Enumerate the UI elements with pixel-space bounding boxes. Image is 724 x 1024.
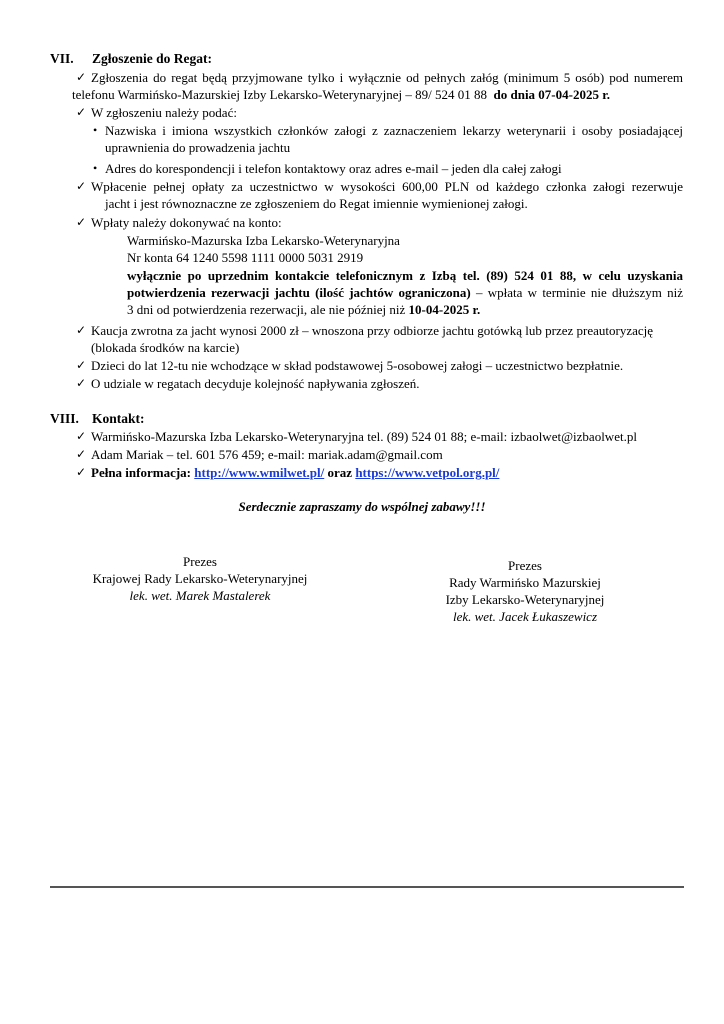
bullet-icon: • xyxy=(93,123,98,137)
text-line: uprawnienia do prowadzenia jachtu xyxy=(105,140,291,155)
text-line: Adam Mariak – tel. 601 576 459; e-mail: mariak.adam@gmail.com xyxy=(91,447,443,462)
link-wmilwet[interactable]: http://www.wmilwet.pl/ xyxy=(194,465,325,480)
text-line: jacht i jest równoznaczne ze zgłoszeniem do Regat imiennie wymienionej załogi. xyxy=(105,196,528,211)
text-line: Wpłaty należy dokonywać na konto: xyxy=(91,215,282,230)
check-icon: ✓ xyxy=(76,465,87,479)
text-line: Zgłoszenia do regat będą przyjmowane tylko i wyłącznie od pełnych załóg (minimum 5 osób) pod numerem xyxy=(91,70,683,85)
account-number: Nr konta 64 1240 5598 1111 0000 5031 2919 xyxy=(127,250,364,265)
info-label: Pełna informacja: xyxy=(91,465,195,480)
bullet-icon: • xyxy=(93,161,98,175)
section-number: VIII. xyxy=(50,411,79,426)
signature-name: lek. wet. Marek Mastalerek xyxy=(129,588,271,603)
signature-org: Krajowej Rady Lekarsko-Weterynaryjnej xyxy=(92,571,308,586)
payment-deadline: 10-04-2025 r. xyxy=(408,302,481,317)
text-line: O udziale w regatach decyduje kolejność napływania zgłoszeń. xyxy=(91,376,420,391)
text-line: potwierdzenia rezerwacji jachtu (ilość jachtów ograniczona) – wpłata w terminie nie dłuższym niż xyxy=(127,285,683,300)
text-line: 3 dni od potwierdzenia rezerwacji, ale nie później niż 10-04-2025 r. xyxy=(127,302,481,317)
text-line: Kaucja zwrotna za jacht wynosi 2000 zł – wnoszona przy odbiorze jachtu gotówką lub przez preautoryzację xyxy=(91,323,654,338)
check-icon: ✓ xyxy=(76,179,87,193)
signature-left xyxy=(70,553,330,604)
text-line: W zgłoszeniu należy podać: xyxy=(91,105,237,120)
signature-role: Prezes xyxy=(508,558,542,573)
signature-org: Rady Warmińsko Mazurskiej xyxy=(449,575,601,590)
signature-role: Prezes xyxy=(183,554,217,569)
text-line: telefonu Warmińsko-Mazurskiej Izby Lekarsko-Weterynaryjnej – 89/ 524 01 88 do dnia 07-04-2025 r. xyxy=(72,87,611,102)
check-icon: ✓ xyxy=(76,70,87,84)
deadline-date: do dnia 07-04-2025 r. xyxy=(493,87,611,102)
section-number: VII. xyxy=(50,51,74,66)
text-line: Dzieci do lat 12-tu nie wchodzące w skład podstawowej 5-osobowej załogi – uczestnictwo bezpłatnie. xyxy=(91,358,624,373)
check-icon: ✓ xyxy=(76,323,87,337)
check-icon: ✓ xyxy=(76,447,87,461)
closing-invitation: Serdecznie zapraszamy do wspólnej zabawy!!! xyxy=(238,499,486,514)
text-line: Nazwiska i imiona wszystkich członków załogi z zaznaczeniem lekarzy weterynarii i osoby posiadającej xyxy=(105,123,683,138)
section-heading-7 xyxy=(50,50,350,68)
text-line: Warmińsko-Mazurska Izba Lekarsko-Weterynaryjna tel. (89) 524 01 88; e-mail: izbaolwet@izbaolwet.pl xyxy=(91,429,637,444)
text-line: Adres do korespondencji i telefon kontaktowy oraz adres e-mail – jeden dla całej załogi xyxy=(105,161,562,176)
signature-right xyxy=(395,557,655,625)
signature-name: lek. wet. Jacek Łukaszewicz xyxy=(452,609,598,624)
check-icon: ✓ xyxy=(76,105,87,119)
check-icon: ✓ xyxy=(76,358,87,372)
text-line: (blokada środków na karcie) xyxy=(91,340,240,355)
section-heading-8 xyxy=(50,410,350,428)
check-icon: ✓ xyxy=(76,376,87,390)
signature-org: Izby Lekarsko-Weterynaryjnej xyxy=(445,592,605,607)
text-line: Wpłacenie pełnej opłaty za uczestnictwo w wysokości 600,00 PLN od każdego członka załogi rezerwuje xyxy=(91,179,683,194)
section-title: Kontakt: xyxy=(92,411,145,426)
check-icon: ✓ xyxy=(76,215,87,229)
link-vetpol[interactable]: https://www.vetpol.org.pl/ xyxy=(355,465,500,480)
text-line: wyłącznie po uprzednim kontakcie telefonicznym z Izbą tel. (89) 524 01 88, w celu uzyskania xyxy=(127,268,683,283)
footer-divider xyxy=(50,886,684,888)
section-title: Zgłoszenie do Regat: xyxy=(92,51,212,66)
account-name: Warmińsko-Mazurska Izba Lekarsko-Weterynaryjna xyxy=(127,233,400,248)
check-icon: ✓ xyxy=(76,429,87,443)
text-line: Pełna informacja: http://www.wmilwet.pl/ oraz https://www.vetpol.org.pl/ xyxy=(91,465,500,480)
